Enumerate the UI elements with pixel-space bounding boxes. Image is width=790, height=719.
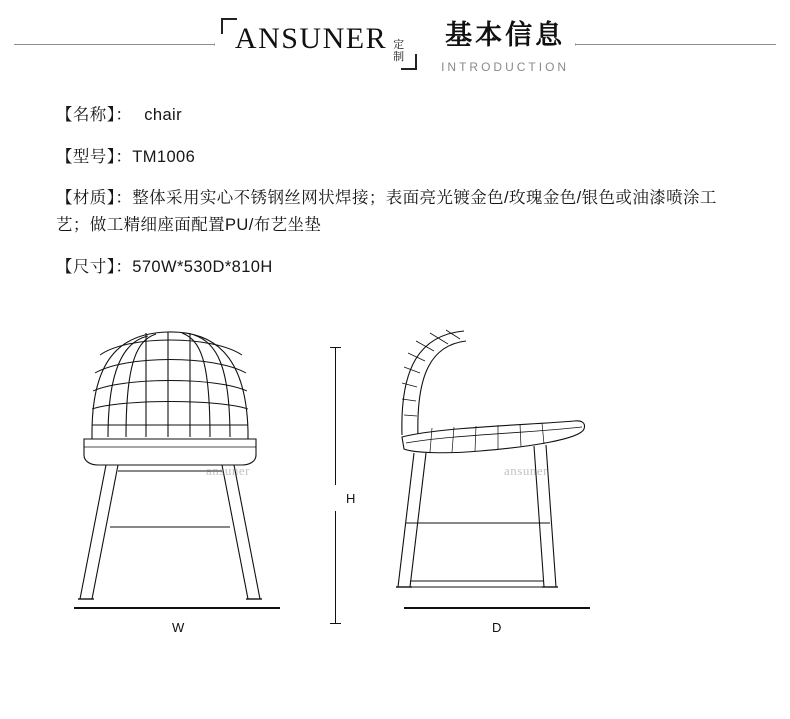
height-dim-line-upper: [335, 347, 336, 485]
header-rule-right: [570, 44, 776, 45]
spec-row-name: [56, 102, 728, 129]
page-subtitle: INTRODUCTION: [441, 59, 570, 74]
spec-row-material: [56, 185, 728, 238]
page-title-block: [441, 18, 569, 73]
product-drawings: [0, 315, 790, 645]
side-view-drawing: [380, 315, 660, 620]
front-view-svg: [56, 315, 336, 615]
spec-label-size: 【尺寸】：: [56, 257, 133, 276]
height-dim-tick-top: [330, 347, 341, 348]
bracket-bottom-right-icon: [401, 54, 417, 70]
brand-suffix: 定制: [393, 39, 405, 64]
watermark-front: ansuner: [206, 462, 250, 478]
page-title: 基本信息: [445, 20, 566, 51]
dim-label-height: H: [346, 490, 357, 506]
watermark-side: ansuner: [504, 462, 548, 478]
spec-label-name: 【名称】：: [56, 106, 133, 124]
spec-row-model: [56, 144, 728, 171]
spec-value-size: 570W*530D*810H: [132, 257, 273, 276]
front-base-line: [74, 607, 280, 609]
header-content: [215, 18, 575, 73]
dim-label-width: W: [172, 619, 186, 635]
brand-name: ANSUNER: [234, 22, 388, 56]
page-header: [0, 0, 790, 92]
bracket-top-left-icon: [221, 18, 237, 34]
brand-logo: [221, 18, 417, 69]
dim-label-depth: D: [492, 619, 503, 635]
spec-row-size: [56, 254, 728, 281]
height-dim-tick-bottom: [330, 623, 341, 624]
spec-list: [0, 102, 790, 281]
height-dim-line-lower: [335, 511, 336, 623]
spec-label-material: 【材质】：: [56, 189, 133, 208]
spec-value-model: TM1006: [132, 147, 196, 166]
spec-value-material: 整体采用实心不锈钢丝网状焊接；表面亮光镀金色/玫瑰金色/银色或油漆喷涂工艺；做工精细座面配置PU/布艺坐垫: [56, 189, 717, 235]
spec-value-name: chair: [144, 106, 183, 124]
side-base-line: [404, 607, 590, 609]
spec-label-model: 【型号】：: [56, 147, 133, 166]
front-view-drawing: [56, 315, 336, 620]
header-rule-left: [14, 44, 220, 45]
